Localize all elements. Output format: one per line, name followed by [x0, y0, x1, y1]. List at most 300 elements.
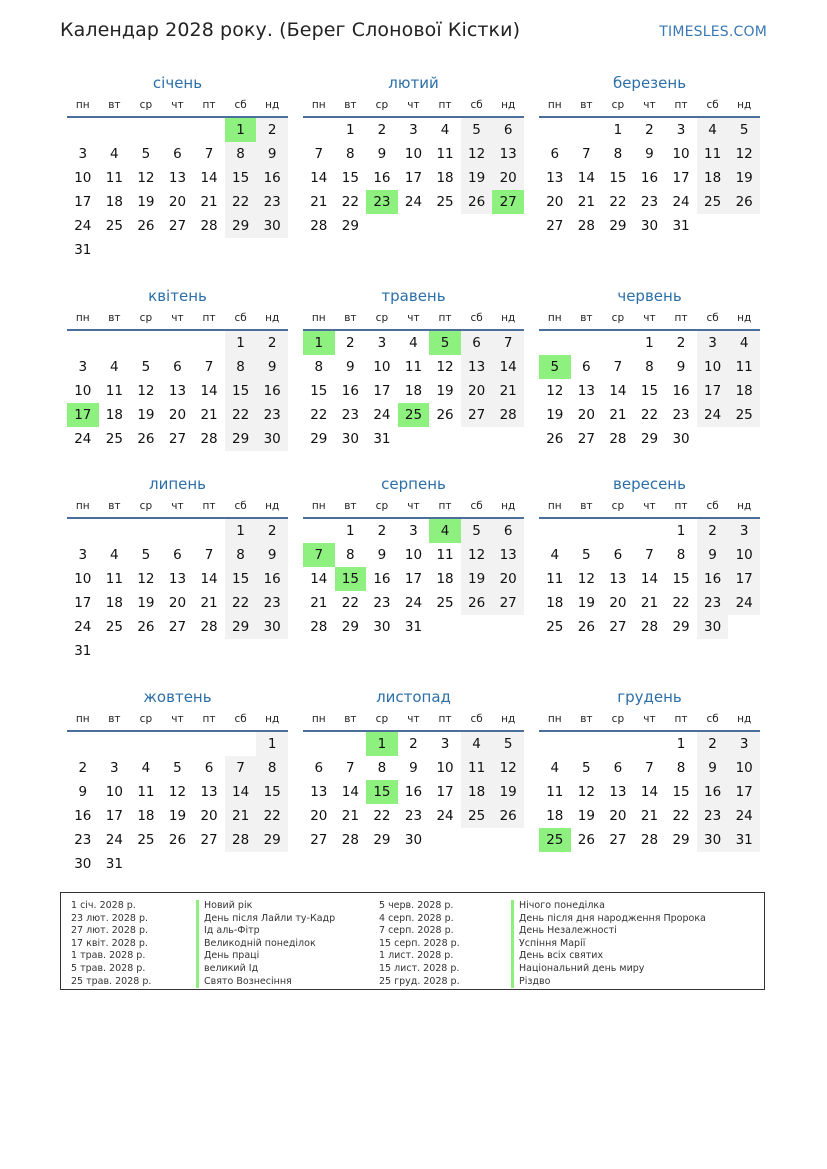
day-cell[interactable]: 12	[577, 784, 595, 800]
day-cell[interactable]: 4	[697, 118, 729, 142]
day-cell[interactable]: 27	[200, 832, 218, 848]
day-cell[interactable]: 13	[168, 571, 187, 587]
day-cell[interactable]: 19	[577, 595, 595, 611]
day-cell[interactable]: 6	[173, 359, 182, 375]
day-cell[interactable]: 19	[436, 383, 454, 399]
day-cell[interactable]: 10	[404, 146, 423, 162]
day-cell[interactable]: 5	[173, 760, 182, 776]
day-cell[interactable]: 3	[377, 335, 387, 351]
day-cell[interactable]: 9	[78, 784, 88, 800]
day-cell[interactable]: 15	[225, 166, 257, 190]
day-cell[interactable]: 22	[310, 407, 328, 423]
day-cell[interactable]: 17	[404, 571, 423, 587]
day-cell[interactable]: 26	[461, 190, 493, 214]
day-cell[interactable]: 4	[110, 359, 119, 375]
day-cell[interactable]: 16	[404, 784, 423, 800]
day-cell[interactable]: 17	[74, 595, 92, 611]
day-cell[interactable]: 24	[74, 619, 92, 635]
day-cell[interactable]: 29	[341, 619, 359, 635]
day-cell[interactable]: 21	[492, 379, 524, 403]
day-cell[interactable]: 19	[546, 407, 564, 423]
day-cell[interactable]: 23	[256, 591, 288, 615]
day-cell[interactable]: 10	[436, 760, 454, 776]
day-cell[interactable]: 23	[640, 194, 659, 210]
day-cell[interactable]: 11	[404, 359, 423, 375]
day-cell[interactable]: 26	[728, 190, 760, 214]
day-cell[interactable]: 1	[366, 732, 398, 756]
day-cell[interactable]: 4	[728, 331, 760, 355]
day-cell[interactable]: 14	[640, 784, 659, 800]
day-cell[interactable]: 17	[697, 379, 729, 403]
day-cell[interactable]: 29	[373, 832, 391, 848]
day-cell[interactable]: 19	[137, 194, 155, 210]
day-cell[interactable]: 11	[105, 571, 123, 587]
day-cell[interactable]: 8	[676, 760, 686, 776]
day-cell[interactable]: 22	[672, 808, 690, 824]
day-cell[interactable]: 16	[640, 170, 659, 186]
day-cell[interactable]: 25	[546, 619, 564, 635]
day-cell[interactable]: 20	[168, 407, 187, 423]
day-cell[interactable]: 2	[78, 760, 88, 776]
day-cell[interactable]: 24	[373, 407, 391, 423]
day-cell[interactable]: 29	[256, 828, 288, 852]
day-cell[interactable]: 26	[137, 218, 155, 234]
day-cell[interactable]: 6	[492, 118, 524, 142]
day-cell[interactable]: 4	[110, 146, 119, 162]
day-cell[interactable]: 15	[672, 784, 690, 800]
day-cell[interactable]: 7	[204, 146, 214, 162]
day-cell[interactable]: 27	[546, 218, 564, 234]
day-cell[interactable]: 1	[613, 122, 623, 138]
day-cell[interactable]: 11	[546, 784, 564, 800]
day-cell[interactable]: 1	[256, 732, 288, 756]
day-cell[interactable]: 24	[105, 832, 123, 848]
day-cell[interactable]: 3	[78, 359, 88, 375]
day-cell[interactable]: 22	[225, 403, 257, 427]
day-cell[interactable]: 28	[310, 218, 328, 234]
day-cell[interactable]: 19	[461, 166, 493, 190]
day-cell[interactable]: 23	[404, 808, 423, 824]
day-cell[interactable]: 12	[546, 383, 564, 399]
day-cell[interactable]: 24	[436, 808, 454, 824]
day-cell[interactable]: 5	[582, 760, 591, 776]
day-cell[interactable]: 21	[310, 194, 328, 210]
day-cell[interactable]: 18	[546, 808, 564, 824]
day-cell[interactable]: 22	[341, 595, 359, 611]
day-cell[interactable]: 9	[377, 547, 387, 563]
day-cell[interactable]: 25	[137, 832, 155, 848]
day-cell[interactable]: 20	[461, 379, 493, 403]
day-cell[interactable]: 4	[461, 732, 493, 756]
day-cell[interactable]: 24	[404, 595, 423, 611]
day-cell[interactable]: 22	[373, 808, 391, 824]
day-cell[interactable]: 4	[440, 122, 450, 138]
day-cell[interactable]: 11	[546, 571, 564, 587]
day-cell[interactable]: 28	[200, 218, 218, 234]
day-cell[interactable]: 2	[377, 523, 387, 539]
day-cell[interactable]: 30	[341, 431, 359, 447]
day-cell[interactable]: 5	[461, 118, 493, 142]
day-cell[interactable]: 23	[256, 190, 288, 214]
day-cell[interactable]: 7	[582, 146, 591, 162]
day-cell[interactable]: 6	[173, 547, 182, 563]
day-cell[interactable]: 12	[137, 571, 155, 587]
day-cell[interactable]: 24	[672, 194, 690, 210]
day-cell[interactable]: 2	[256, 331, 288, 355]
day-cell[interactable]: 18	[105, 595, 123, 611]
day-cell[interactable]: 13	[461, 355, 493, 379]
day-cell[interactable]: 7	[225, 756, 257, 780]
day-cell[interactable]: 31	[105, 856, 123, 872]
day-cell[interactable]: 25	[105, 619, 123, 635]
day-cell[interactable]: 4	[429, 519, 461, 543]
day-cell[interactable]: 23	[366, 190, 398, 214]
day-cell[interactable]: 30	[672, 431, 690, 447]
day-cell[interactable]: 12	[168, 784, 187, 800]
day-cell[interactable]: 28	[577, 218, 595, 234]
day-cell[interactable]: 28	[200, 431, 218, 447]
day-cell[interactable]: 15	[335, 567, 367, 591]
day-cell[interactable]: 16	[697, 780, 729, 804]
day-cell[interactable]: 10	[672, 146, 690, 162]
day-cell[interactable]: 20	[168, 194, 187, 210]
day-cell[interactable]: 28	[640, 832, 659, 848]
day-cell[interactable]: 10	[404, 547, 423, 563]
day-cell[interactable]: 25	[105, 218, 123, 234]
day-cell[interactable]: 31	[404, 619, 423, 635]
day-cell[interactable]: 24	[728, 591, 760, 615]
day-cell[interactable]: 25	[539, 828, 571, 852]
day-cell[interactable]: 30	[697, 828, 729, 852]
day-cell[interactable]: 13	[168, 383, 187, 399]
day-cell[interactable]: 8	[314, 359, 324, 375]
day-cell[interactable]: 15	[366, 780, 398, 804]
day-cell[interactable]: 24	[697, 403, 729, 427]
day-cell[interactable]: 9	[697, 756, 729, 780]
day-cell[interactable]: 18	[461, 780, 493, 804]
day-cell[interactable]: 27	[492, 190, 524, 214]
day-cell[interactable]: 9	[256, 355, 288, 379]
day-cell[interactable]: 26	[137, 431, 155, 447]
day-cell[interactable]: 16	[341, 383, 359, 399]
day-cell[interactable]: 12	[577, 571, 595, 587]
day-cell[interactable]: 31	[672, 218, 690, 234]
day-cell[interactable]: 20	[492, 567, 524, 591]
day-cell[interactable]: 19	[492, 780, 524, 804]
day-cell[interactable]: 22	[672, 595, 690, 611]
day-cell[interactable]: 7	[613, 359, 623, 375]
day-cell[interactable]: 16	[256, 379, 288, 403]
day-cell[interactable]: 23	[373, 595, 391, 611]
day-cell[interactable]: 23	[697, 591, 729, 615]
day-cell[interactable]: 22	[609, 194, 627, 210]
day-cell[interactable]: 3	[78, 547, 88, 563]
day-cell[interactable]: 20	[609, 808, 627, 824]
day-cell[interactable]: 11	[137, 784, 155, 800]
day-cell[interactable]: 2	[256, 519, 288, 543]
day-cell[interactable]: 26	[492, 804, 524, 828]
day-cell[interactable]: 12	[461, 543, 493, 567]
day-cell[interactable]: 1	[225, 519, 257, 543]
day-cell[interactable]: 30	[74, 856, 92, 872]
day-cell[interactable]: 31	[728, 828, 760, 852]
day-cell[interactable]: 9	[676, 359, 686, 375]
day-cell[interactable]: 31	[373, 431, 391, 447]
day-cell[interactable]: 6	[461, 331, 493, 355]
day-cell[interactable]: 27	[168, 431, 187, 447]
day-cell[interactable]: 22	[640, 407, 659, 423]
day-cell[interactable]: 1	[346, 523, 355, 539]
day-cell[interactable]: 2	[697, 519, 729, 543]
day-cell[interactable]: 27	[609, 832, 627, 848]
day-cell[interactable]: 18	[105, 407, 123, 423]
day-cell[interactable]: 22	[341, 194, 359, 210]
day-cell[interactable]: 9	[377, 146, 387, 162]
day-cell[interactable]: 20	[200, 808, 218, 824]
day-cell[interactable]: 20	[546, 194, 564, 210]
day-cell[interactable]: 17	[74, 194, 92, 210]
day-cell[interactable]: 19	[728, 166, 760, 190]
day-cell[interactable]: 8	[256, 756, 288, 780]
day-cell[interactable]: 19	[577, 808, 595, 824]
day-cell[interactable]: 24	[728, 804, 760, 828]
day-cell[interactable]: 13	[609, 784, 627, 800]
day-cell[interactable]: 12	[137, 170, 155, 186]
day-cell[interactable]: 13	[492, 142, 524, 166]
day-cell[interactable]: 18	[404, 383, 423, 399]
day-cell[interactable]: 6	[613, 547, 623, 563]
day-cell[interactable]: 19	[461, 567, 493, 591]
day-cell[interactable]: 1	[645, 335, 654, 351]
day-cell[interactable]: 20	[609, 595, 627, 611]
day-cell[interactable]: 7	[645, 760, 654, 776]
day-cell[interactable]: 22	[225, 190, 257, 214]
day-cell[interactable]: 8	[613, 146, 623, 162]
day-cell[interactable]: 10	[728, 756, 760, 780]
day-cell[interactable]: 27	[310, 832, 328, 848]
day-cell[interactable]: 24	[74, 431, 92, 447]
day-cell[interactable]: 2	[377, 122, 387, 138]
day-cell[interactable]: 19	[137, 407, 155, 423]
day-cell[interactable]: 27	[168, 619, 187, 635]
day-cell[interactable]: 23	[256, 403, 288, 427]
day-cell[interactable]: 20	[310, 808, 328, 824]
day-cell[interactable]: 2	[409, 736, 418, 752]
day-cell[interactable]: 8	[346, 547, 355, 563]
day-cell[interactable]: 15	[640, 383, 659, 399]
day-cell[interactable]: 6	[550, 146, 560, 162]
day-cell[interactable]: 11	[728, 355, 760, 379]
day-cell[interactable]: 15	[225, 379, 257, 403]
day-cell[interactable]: 25	[697, 190, 729, 214]
day-cell[interactable]: 1	[676, 523, 686, 539]
day-cell[interactable]: 14	[310, 170, 328, 186]
day-cell[interactable]: 1	[225, 331, 257, 355]
day-cell[interactable]: 23	[697, 804, 729, 828]
day-cell[interactable]: 29	[225, 214, 257, 238]
day-cell[interactable]: 6	[173, 146, 182, 162]
day-cell[interactable]: 22	[225, 591, 257, 615]
day-cell[interactable]: 26	[137, 619, 155, 635]
day-cell[interactable]: 6	[582, 359, 591, 375]
day-cell[interactable]: 2	[256, 118, 288, 142]
day-cell[interactable]: 3	[440, 736, 450, 752]
day-cell[interactable]: 26	[436, 407, 454, 423]
day-cell[interactable]: 21	[200, 194, 218, 210]
day-cell[interactable]: 27	[461, 403, 493, 427]
day-cell[interactable]: 11	[436, 146, 454, 162]
day-cell[interactable]: 29	[640, 431, 659, 447]
day-cell[interactable]: 8	[225, 543, 257, 567]
day-cell[interactable]: 1	[346, 122, 355, 138]
day-cell[interactable]: 21	[577, 194, 595, 210]
day-cell[interactable]: 13	[492, 543, 524, 567]
day-cell[interactable]: 10	[697, 355, 729, 379]
day-cell[interactable]: 14	[310, 571, 328, 587]
day-cell[interactable]: 23	[74, 832, 92, 848]
day-cell[interactable]: 27	[609, 619, 627, 635]
day-cell[interactable]: 16	[672, 383, 690, 399]
day-cell[interactable]: 5	[728, 118, 760, 142]
day-cell[interactable]: 2	[346, 335, 355, 351]
day-cell[interactable]: 30	[640, 218, 659, 234]
day-cell[interactable]: 10	[373, 359, 391, 375]
day-cell[interactable]: 7	[645, 547, 654, 563]
day-cell[interactable]: 10	[105, 784, 123, 800]
day-cell[interactable]: 26	[577, 832, 595, 848]
day-cell[interactable]: 29	[341, 218, 359, 234]
day-cell[interactable]: 14	[200, 383, 218, 399]
day-cell[interactable]: 19	[168, 808, 187, 824]
day-cell[interactable]: 7	[492, 331, 524, 355]
day-cell[interactable]: 13	[310, 784, 328, 800]
day-cell[interactable]: 16	[256, 166, 288, 190]
day-cell[interactable]: 13	[168, 170, 187, 186]
day-cell[interactable]: 22	[256, 804, 288, 828]
day-cell[interactable]: 28	[492, 403, 524, 427]
day-cell[interactable]: 17	[436, 784, 454, 800]
day-cell[interactable]: 12	[728, 142, 760, 166]
day-cell[interactable]: 5	[141, 547, 151, 563]
day-cell[interactable]: 30	[256, 427, 288, 451]
day-cell[interactable]: 27	[577, 431, 595, 447]
day-cell[interactable]: 15	[672, 571, 690, 587]
day-cell[interactable]: 5	[141, 146, 151, 162]
day-cell[interactable]: 16	[373, 571, 391, 587]
day-cell[interactable]: 6	[492, 519, 524, 543]
day-cell[interactable]: 23	[672, 407, 690, 423]
day-cell[interactable]: 3	[409, 523, 418, 539]
day-cell[interactable]: 9	[409, 760, 418, 776]
day-cell[interactable]: 7	[346, 760, 355, 776]
day-cell[interactable]: 9	[256, 142, 288, 166]
day-cell[interactable]: 6	[204, 760, 214, 776]
day-cell[interactable]: 28	[341, 832, 359, 848]
day-cell[interactable]: 2	[676, 335, 686, 351]
day-cell[interactable]: 20	[577, 407, 595, 423]
day-cell[interactable]: 13	[577, 383, 595, 399]
day-cell[interactable]: 18	[436, 571, 454, 587]
day-cell[interactable]: 21	[640, 808, 659, 824]
day-cell[interactable]: 4	[550, 547, 560, 563]
day-cell[interactable]: 13	[546, 170, 564, 186]
day-cell[interactable]: 29	[672, 832, 690, 848]
day-cell[interactable]: 1	[676, 736, 686, 752]
day-cell[interactable]: 8	[225, 142, 257, 166]
day-cell[interactable]: 16	[256, 567, 288, 591]
day-cell[interactable]: 16	[697, 567, 729, 591]
day-cell[interactable]: 15	[341, 170, 359, 186]
day-cell[interactable]: 5	[582, 547, 591, 563]
day-cell[interactable]: 30	[404, 832, 423, 848]
day-cell[interactable]: 18	[546, 595, 564, 611]
day-cell[interactable]: 8	[377, 760, 387, 776]
day-cell[interactable]: 1	[303, 331, 335, 355]
day-cell[interactable]: 18	[436, 170, 454, 186]
day-cell[interactable]: 15	[310, 383, 328, 399]
day-cell[interactable]: 7	[204, 547, 214, 563]
day-cell[interactable]: 15	[609, 170, 627, 186]
day-cell[interactable]: 31	[74, 643, 92, 659]
day-cell[interactable]: 24	[74, 218, 92, 234]
day-cell[interactable]: 8	[645, 359, 654, 375]
day-cell[interactable]: 17	[67, 403, 99, 427]
day-cell[interactable]: 8	[346, 146, 355, 162]
day-cell[interactable]: 10	[728, 543, 760, 567]
day-cell[interactable]: 28	[310, 619, 328, 635]
day-cell[interactable]: 1	[225, 118, 257, 142]
day-cell[interactable]: 20	[168, 595, 187, 611]
day-cell[interactable]: 13	[200, 784, 218, 800]
day-cell[interactable]: 21	[609, 407, 627, 423]
day-cell[interactable]: 14	[492, 355, 524, 379]
day-cell[interactable]: 5	[429, 331, 461, 355]
day-cell[interactable]: 18	[697, 166, 729, 190]
day-cell[interactable]: 18	[137, 808, 155, 824]
day-cell[interactable]: 30	[697, 615, 729, 639]
day-cell[interactable]: 25	[436, 595, 454, 611]
day-cell[interactable]: 9	[697, 543, 729, 567]
day-cell[interactable]: 4	[550, 760, 560, 776]
day-cell[interactable]: 6	[613, 760, 623, 776]
day-cell[interactable]: 28	[609, 431, 627, 447]
day-cell[interactable]: 31	[74, 242, 92, 258]
day-cell[interactable]: 11	[105, 383, 123, 399]
day-cell[interactable]: 21	[200, 407, 218, 423]
day-cell[interactable]: 17	[672, 170, 690, 186]
day-cell[interactable]: 6	[314, 760, 324, 776]
day-cell[interactable]: 16	[74, 808, 92, 824]
day-cell[interactable]: 3	[697, 331, 729, 355]
day-cell[interactable]: 2	[697, 732, 729, 756]
day-cell[interactable]: 14	[225, 780, 257, 804]
day-cell[interactable]: 10	[74, 383, 92, 399]
day-cell[interactable]: 15	[225, 567, 257, 591]
day-cell[interactable]: 25	[728, 403, 760, 427]
day-cell[interactable]: 29	[609, 218, 627, 234]
brand-link[interactable]: TIMESLES.COM	[659, 24, 767, 40]
day-cell[interactable]: 28	[225, 828, 257, 852]
day-cell[interactable]: 25	[105, 431, 123, 447]
day-cell[interactable]: 4	[141, 760, 151, 776]
day-cell[interactable]: 13	[609, 571, 627, 587]
day-cell[interactable]: 5	[461, 519, 493, 543]
day-cell[interactable]: 12	[492, 756, 524, 780]
day-cell[interactable]: 4	[110, 547, 119, 563]
day-cell[interactable]: 11	[436, 547, 454, 563]
day-cell[interactable]: 27	[168, 218, 187, 234]
day-cell[interactable]: 11	[697, 142, 729, 166]
